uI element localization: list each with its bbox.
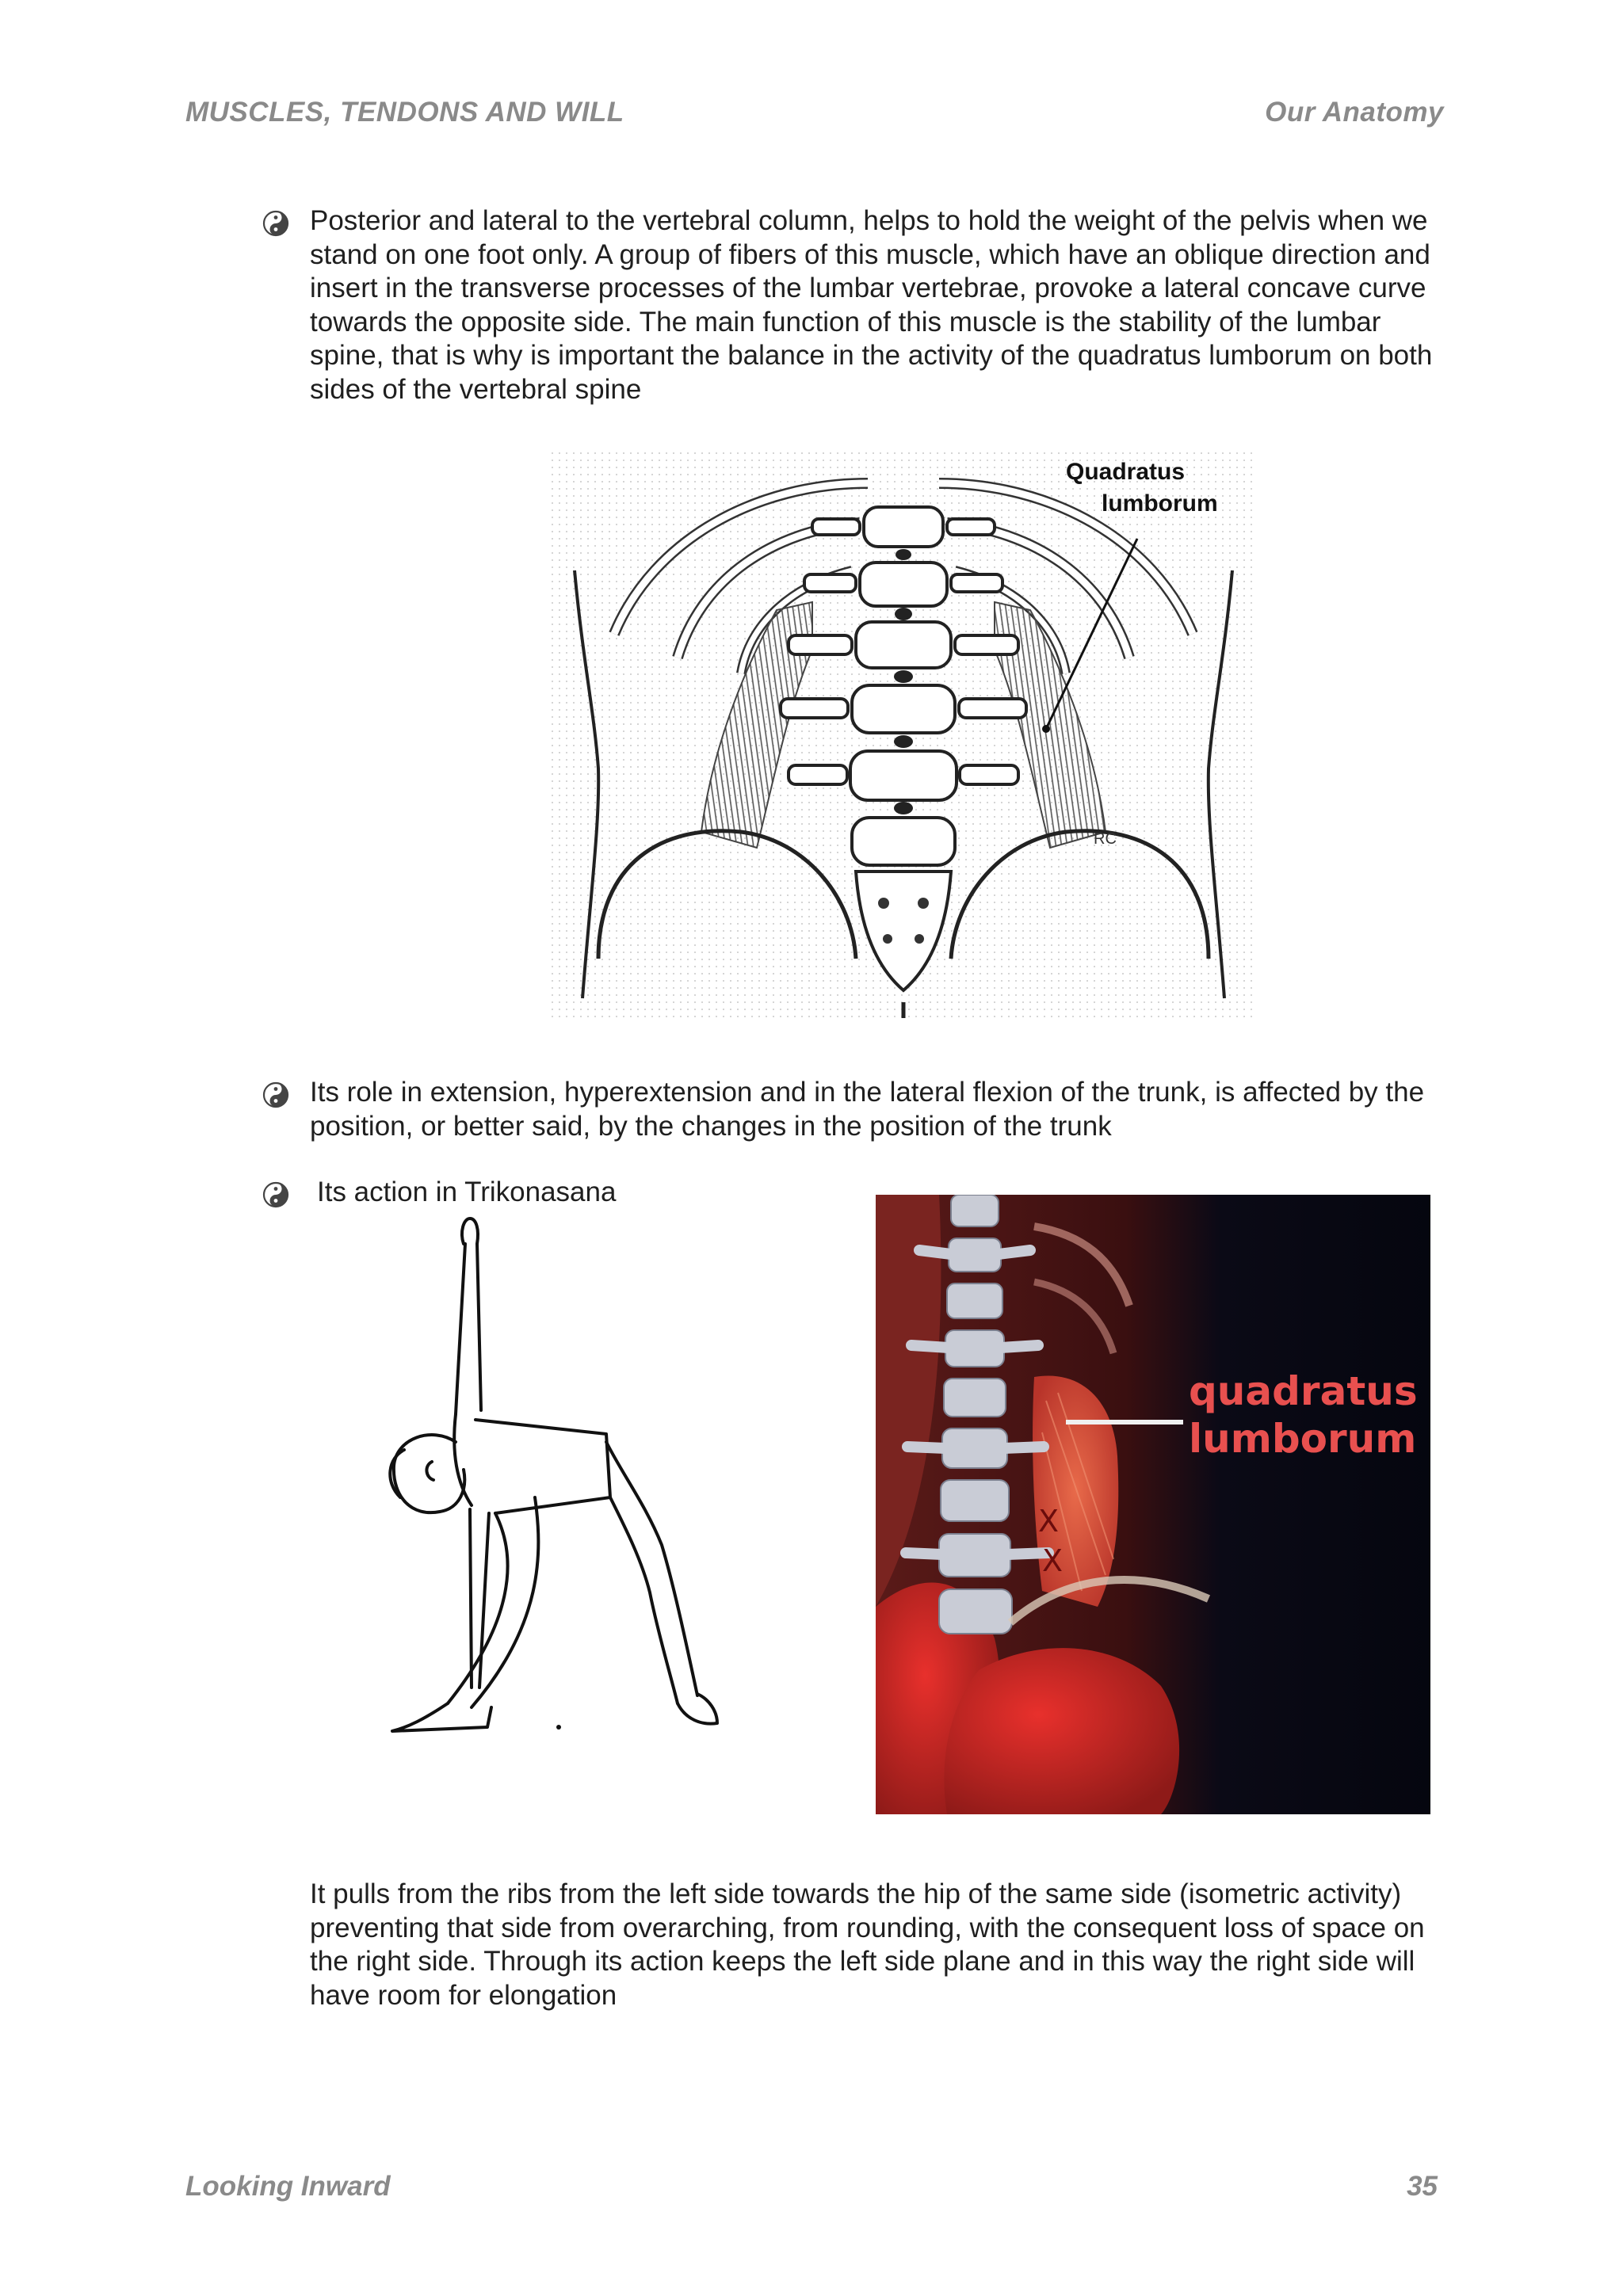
yin-yang-icon bbox=[262, 1180, 290, 1209]
bullet-text: Posterior and lateral to the vertebral column, helps to hold the weight of the pelvis when we stand on one foot only. A group of fibers of this muscle, which have an oblique direction and insert in the transverse processes of the lumbar vertebrae, provoke a lateral concave curve towards the opposite side. The main function of this muscle is the stability of the lumbar spine, that is why is important the balance in the activity of the quadratus lumborum on both sides of the vertebral spine bbox=[310, 205, 1433, 405]
body-paragraph: It pulls from the ribs from the left side towards the hip of the same side (isometric activity) preventing that side from overarching, from rounding, with the consequent loss of space on the right side. Through its action keeps the left side plane and in this way the right side will have room for elongation bbox=[310, 1878, 1425, 2011]
footer-book-title: Looking Inward bbox=[185, 2171, 391, 2202]
page-number: 35 bbox=[1407, 2171, 1438, 2202]
yin-yang-icon bbox=[262, 1081, 290, 1109]
quadratus-lumborum-muscle-photo bbox=[876, 1195, 1430, 1814]
quadratus-lumborum-spine-illustration bbox=[551, 452, 1256, 1022]
spine-label-line2: lumborum bbox=[1102, 490, 1218, 517]
spine-illustrator-initials: RC bbox=[1094, 830, 1117, 848]
running-head-left: MUSCLES, TENDONS AND WILL bbox=[185, 97, 624, 128]
muscle-label-line1: quadratus bbox=[1189, 1368, 1418, 1414]
spine-label-line1: Quadratus bbox=[1066, 459, 1186, 485]
muscle-x-mark: X bbox=[1038, 1504, 1060, 1539]
trikonasana-pose-illustration bbox=[313, 1212, 820, 1759]
bullet-text: Its action in Trikonasana bbox=[317, 1177, 617, 1207]
muscle-x-mark: X bbox=[1042, 1543, 1064, 1578]
bullet-text: Its role in extension, hyperextension and in the lateral flexion of the trunk, is affected by the position, or better said, by the changes in the position of the trunk bbox=[310, 1077, 1425, 1142]
running-head-right: Our Anatomy bbox=[1265, 97, 1444, 128]
muscle-label-line2: lumborum bbox=[1189, 1416, 1417, 1462]
yin-yang-icon bbox=[262, 209, 290, 238]
